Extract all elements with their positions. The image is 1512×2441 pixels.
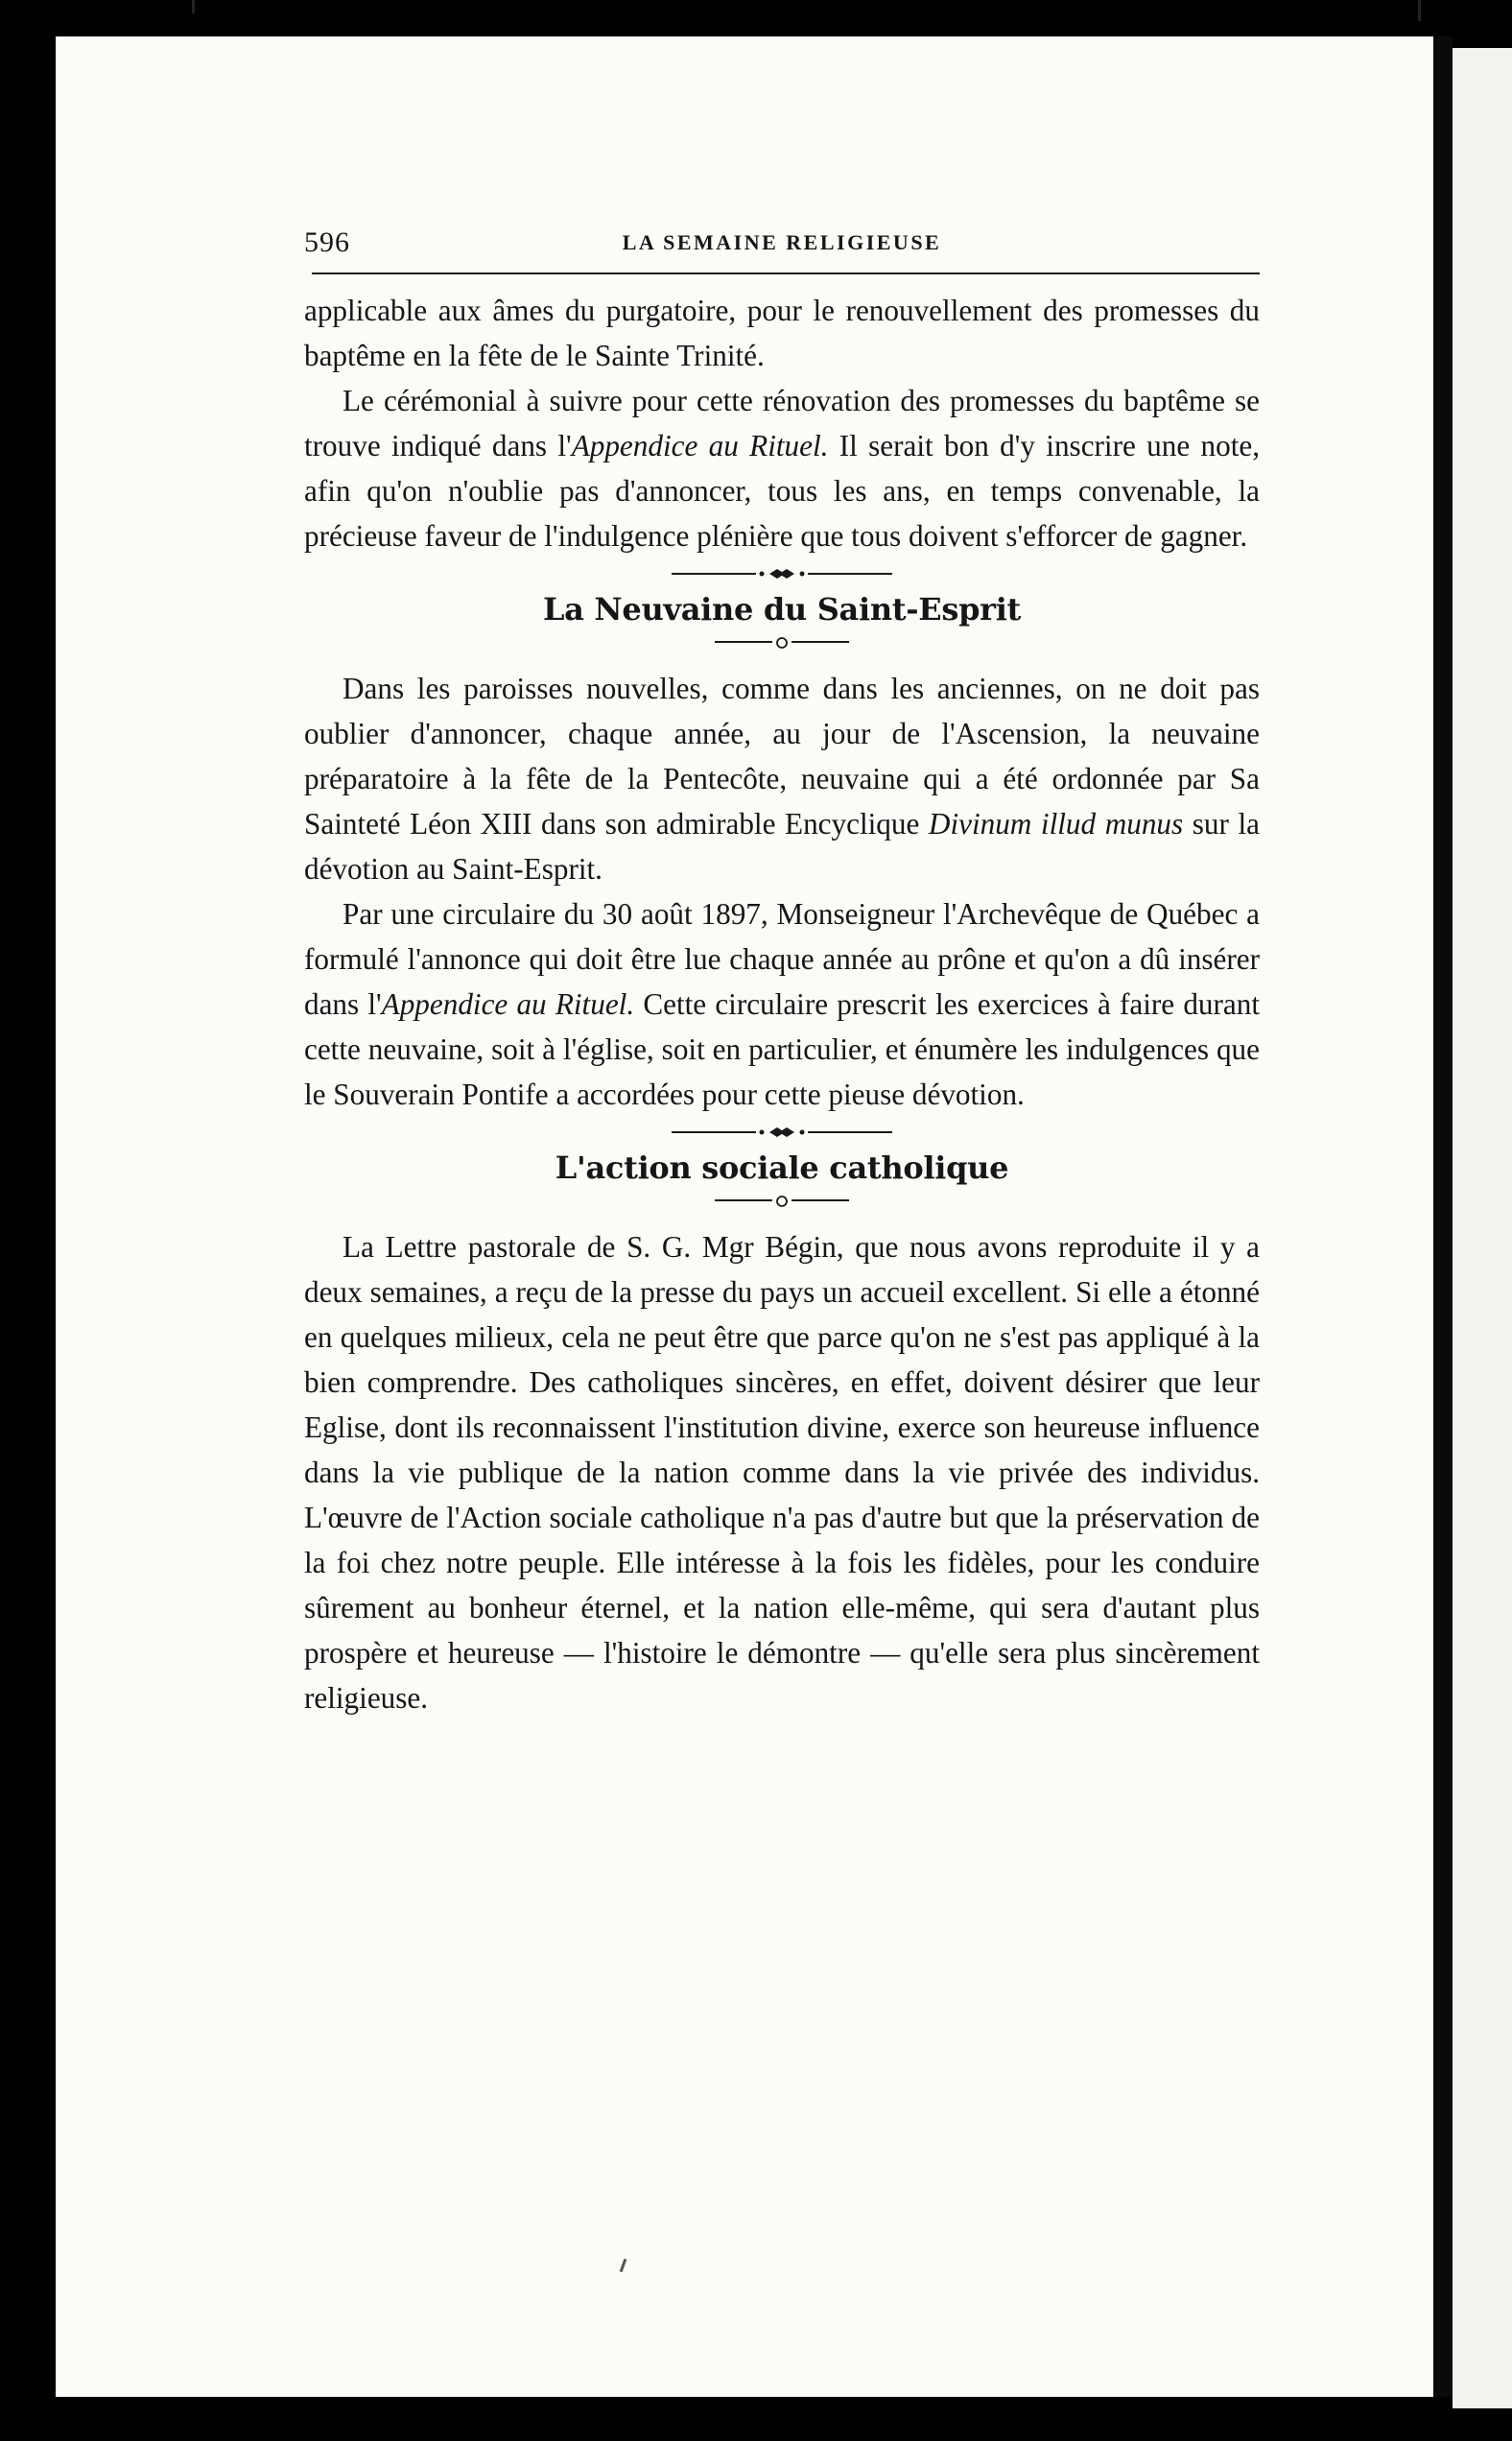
page-number: 596 [304, 226, 350, 258]
adjacent-page-edge [1453, 48, 1512, 2408]
section-ornament [672, 1125, 892, 1140]
page-text [304, 226, 1260, 1720]
header-rule [312, 273, 1260, 274]
paragraph-continued: applicable aux âmes du purgatoire, pour le renouvellement des promesses du baptême en la fête de le Sainte Trinité. [304, 294, 1260, 372]
paragraph-text: Dans les paroisses nouvelles, comme dans les anciennes, on ne doit pas oublier d'annoncer, chaque année, au jour de l'Ascension, la neuvaine préparatoire à la fête de la Pentecôte, neuvaine qui a été ordonnée par Sa Sainteté Léon XIII dans son admirable Encyclique [304, 672, 1260, 841]
scan-speck [192, 0, 195, 13]
section-ornament [672, 566, 892, 581]
section-title-action-sociale: L'action sociale catholique [555, 1149, 1009, 1186]
paragraph-ceremonial [304, 378, 1260, 558]
binding-gutter [1433, 36, 1453, 2397]
paragraph-text: Le cérémonial à suivre pour cette rénovation des promesses du baptême se trouve indiqué dans l' [304, 384, 1260, 462]
paragraph-text: Il serait bon d'y inscrire une note, afin qu'on n'oublie pas d'annoncer, tous les ans, en temps convenable, la précieuse faveur de l'indulgence plénière que tous doivent s'efforcer de gagner. [304, 429, 1261, 553]
paragraph-text: sur la dévotion au Saint-Esprit. [304, 807, 1261, 886]
italic-reference: Appendice au Rituel. [381, 987, 635, 1021]
italic-reference: Divinum illud munus [928, 807, 1184, 841]
paragraph-text: Cette circulaire prescrit les exercices à faire durant cette neuvaine, soit à l'église, soit en particulier, et énumère les indulgences que le Souverain Pontife a accordées pour cette pieuse dévotion. [304, 987, 1260, 1111]
paragraph-action-sociale: La Lettre pastorale de S. G. Mgr Bégin, que nous avons reproduite il y a deux semaines, a reçu de la presse du pays un accueil excellent. Si elle a étonné en quelques milieux, cela ne peut être que parce qu'on ne s'est pas appliqué à la bien comprendre. Des catholiques sincères, en effet, doivent désirer que leur Eglise, dont ils reconnaissent l'institution divine, exerce son heureuse influence dans la vie publique de la nation comme dans la vie privée des individus. L'œuvre de l'Action sociale catholique n'a pas d'autre but que la préservation de la foi chez notre peuple. Elle intéresse à la fois les fidèles, pour les conduire sûrement au bonheur éternel, et la nation elle-même, qui sera d'autant plus prospère et heureuse — l'histoire le démontre — qu'elle sera plus sincèrement religieuse. [304, 1230, 1260, 1715]
paragraph-neuvaine-1 [304, 666, 1260, 891]
italic-reference: Appendice au Rituel. [571, 429, 829, 462]
scan-speck [1418, 0, 1421, 21]
running-head [304, 226, 1260, 273]
title-subrule [715, 1192, 849, 1209]
journal-title: LA SEMAINE RELIGIEUSE [622, 230, 942, 254]
paragraph-text: Par une circulaire du 30 août 1897, Monseigneur l'Archevêque de Québec a formulé l'annonce qui doit être lue chaque année au prône et qu'on a dû insérer dans l' [304, 897, 1260, 1021]
paragraph-neuvaine-2 [304, 891, 1260, 1117]
title-subrule [715, 633, 849, 651]
section-title-neuvaine: La Neuvaine du Saint-Esprit [542, 591, 1022, 628]
